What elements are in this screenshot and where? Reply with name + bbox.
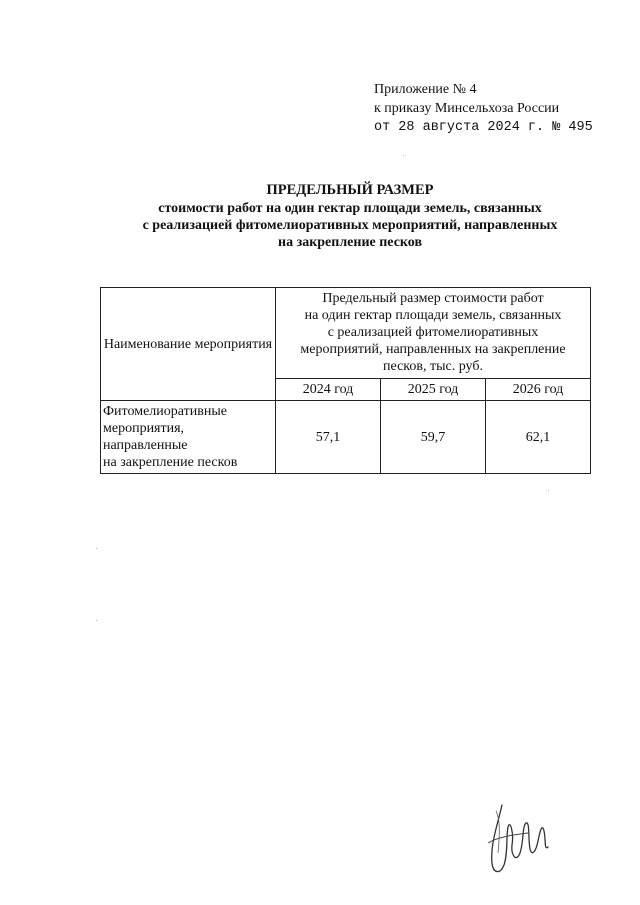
row-name-line: на закрепление песков: [103, 455, 238, 470]
scan-speck: [96, 620, 97, 621]
year-header-2024: 2024 год: [276, 379, 381, 401]
scan-speck: [96, 548, 97, 549]
document-heading: [100, 182, 600, 251]
table-header-row: [101, 288, 591, 379]
document-title: ПРЕДЕЛЬНЫЙ РАЗМЕР: [266, 182, 434, 198]
value-2024: 57,1: [276, 401, 381, 474]
cost-table: [100, 287, 591, 474]
annex-order-date: от 28 августа 2024 г. № 495: [374, 120, 593, 135]
column-header-cost-line: мероприятий, направленных на закрепление: [300, 342, 566, 357]
annex-order-ref: к приказу Минсельхоза России: [374, 101, 560, 116]
document-subtitle-line: с реализацией фитомелиоративных мероприятий, направленных: [142, 218, 558, 233]
signature-image: [478, 793, 558, 888]
row-name-line: Фитомелиоративные: [103, 404, 227, 419]
row-name-cell: [101, 401, 276, 474]
annex-block: [374, 80, 593, 137]
column-header-name-text: Наименование мероприятия: [103, 336, 273, 352]
column-header-cost-line: Предельный размер стоимости работ: [322, 291, 544, 306]
annex-number: Приложение № 4: [374, 82, 477, 97]
row-name-line: направленные: [103, 438, 188, 453]
value-2026: 62,1: [486, 401, 591, 474]
document-subtitle-line: на закрепление песков: [278, 235, 422, 250]
column-header-name: [101, 288, 276, 401]
scan-speck: [403, 155, 404, 156]
document-subtitle-line: стоимости работ на один гектар площади земель, связанных: [158, 201, 542, 216]
value-2025: 59,7: [381, 401, 486, 474]
table-row: [101, 401, 591, 474]
scan-speck: [548, 490, 549, 491]
column-header-cost: [276, 288, 591, 379]
year-header-2025: 2025 год: [381, 379, 486, 401]
column-header-cost-line: с реализацией фитомелиоративных: [327, 325, 539, 340]
year-header-2026: 2026 год: [486, 379, 591, 401]
column-header-cost-line: песков, тыс. руб.: [383, 359, 483, 374]
column-header-cost-line: на один гектар площади земель, связанных: [304, 308, 562, 323]
signature-icon: [478, 793, 558, 883]
row-name-line: мероприятия,: [103, 421, 185, 436]
